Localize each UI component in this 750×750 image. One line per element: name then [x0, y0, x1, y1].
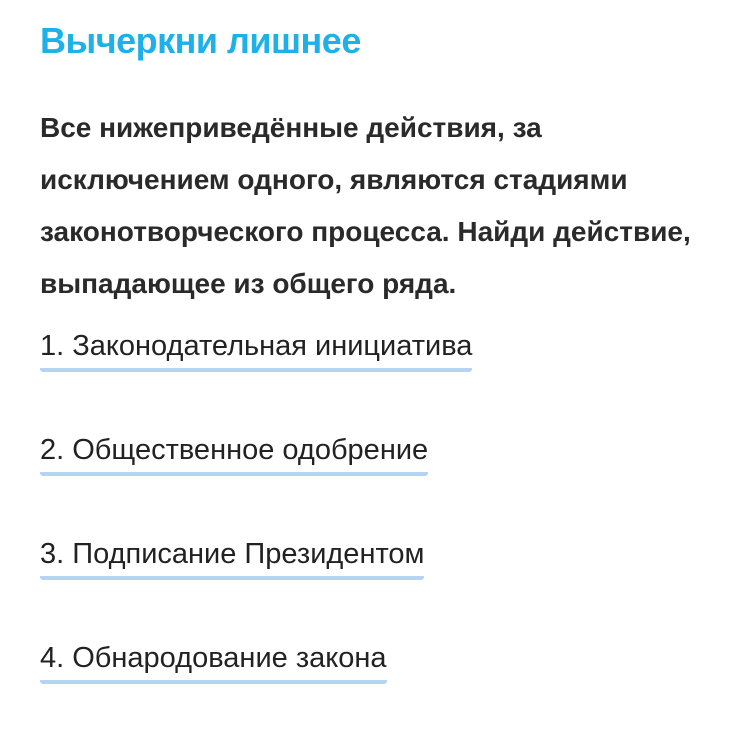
option-item [40, 534, 720, 638]
option-3-link[interactable]: 3. Подписание Президентом [40, 534, 424, 580]
option-2-link[interactable]: 2. Общественное одобрение [40, 430, 428, 476]
options-list [40, 326, 720, 742]
option-item [40, 638, 720, 742]
task-title: Вычеркни лишнее [40, 20, 361, 61]
question-text: Все нижеприведённые действия, за исключением одного, являются стадиями законотворческого процесса. Найди действие, выпадающее из общего ряда. [40, 112, 691, 299]
option-item [40, 430, 720, 534]
option-item [40, 326, 720, 430]
option-4-link[interactable]: 4. Обнародование закона [40, 638, 387, 684]
option-1-link[interactable]: 1. Законодательная инициатива [40, 326, 472, 372]
